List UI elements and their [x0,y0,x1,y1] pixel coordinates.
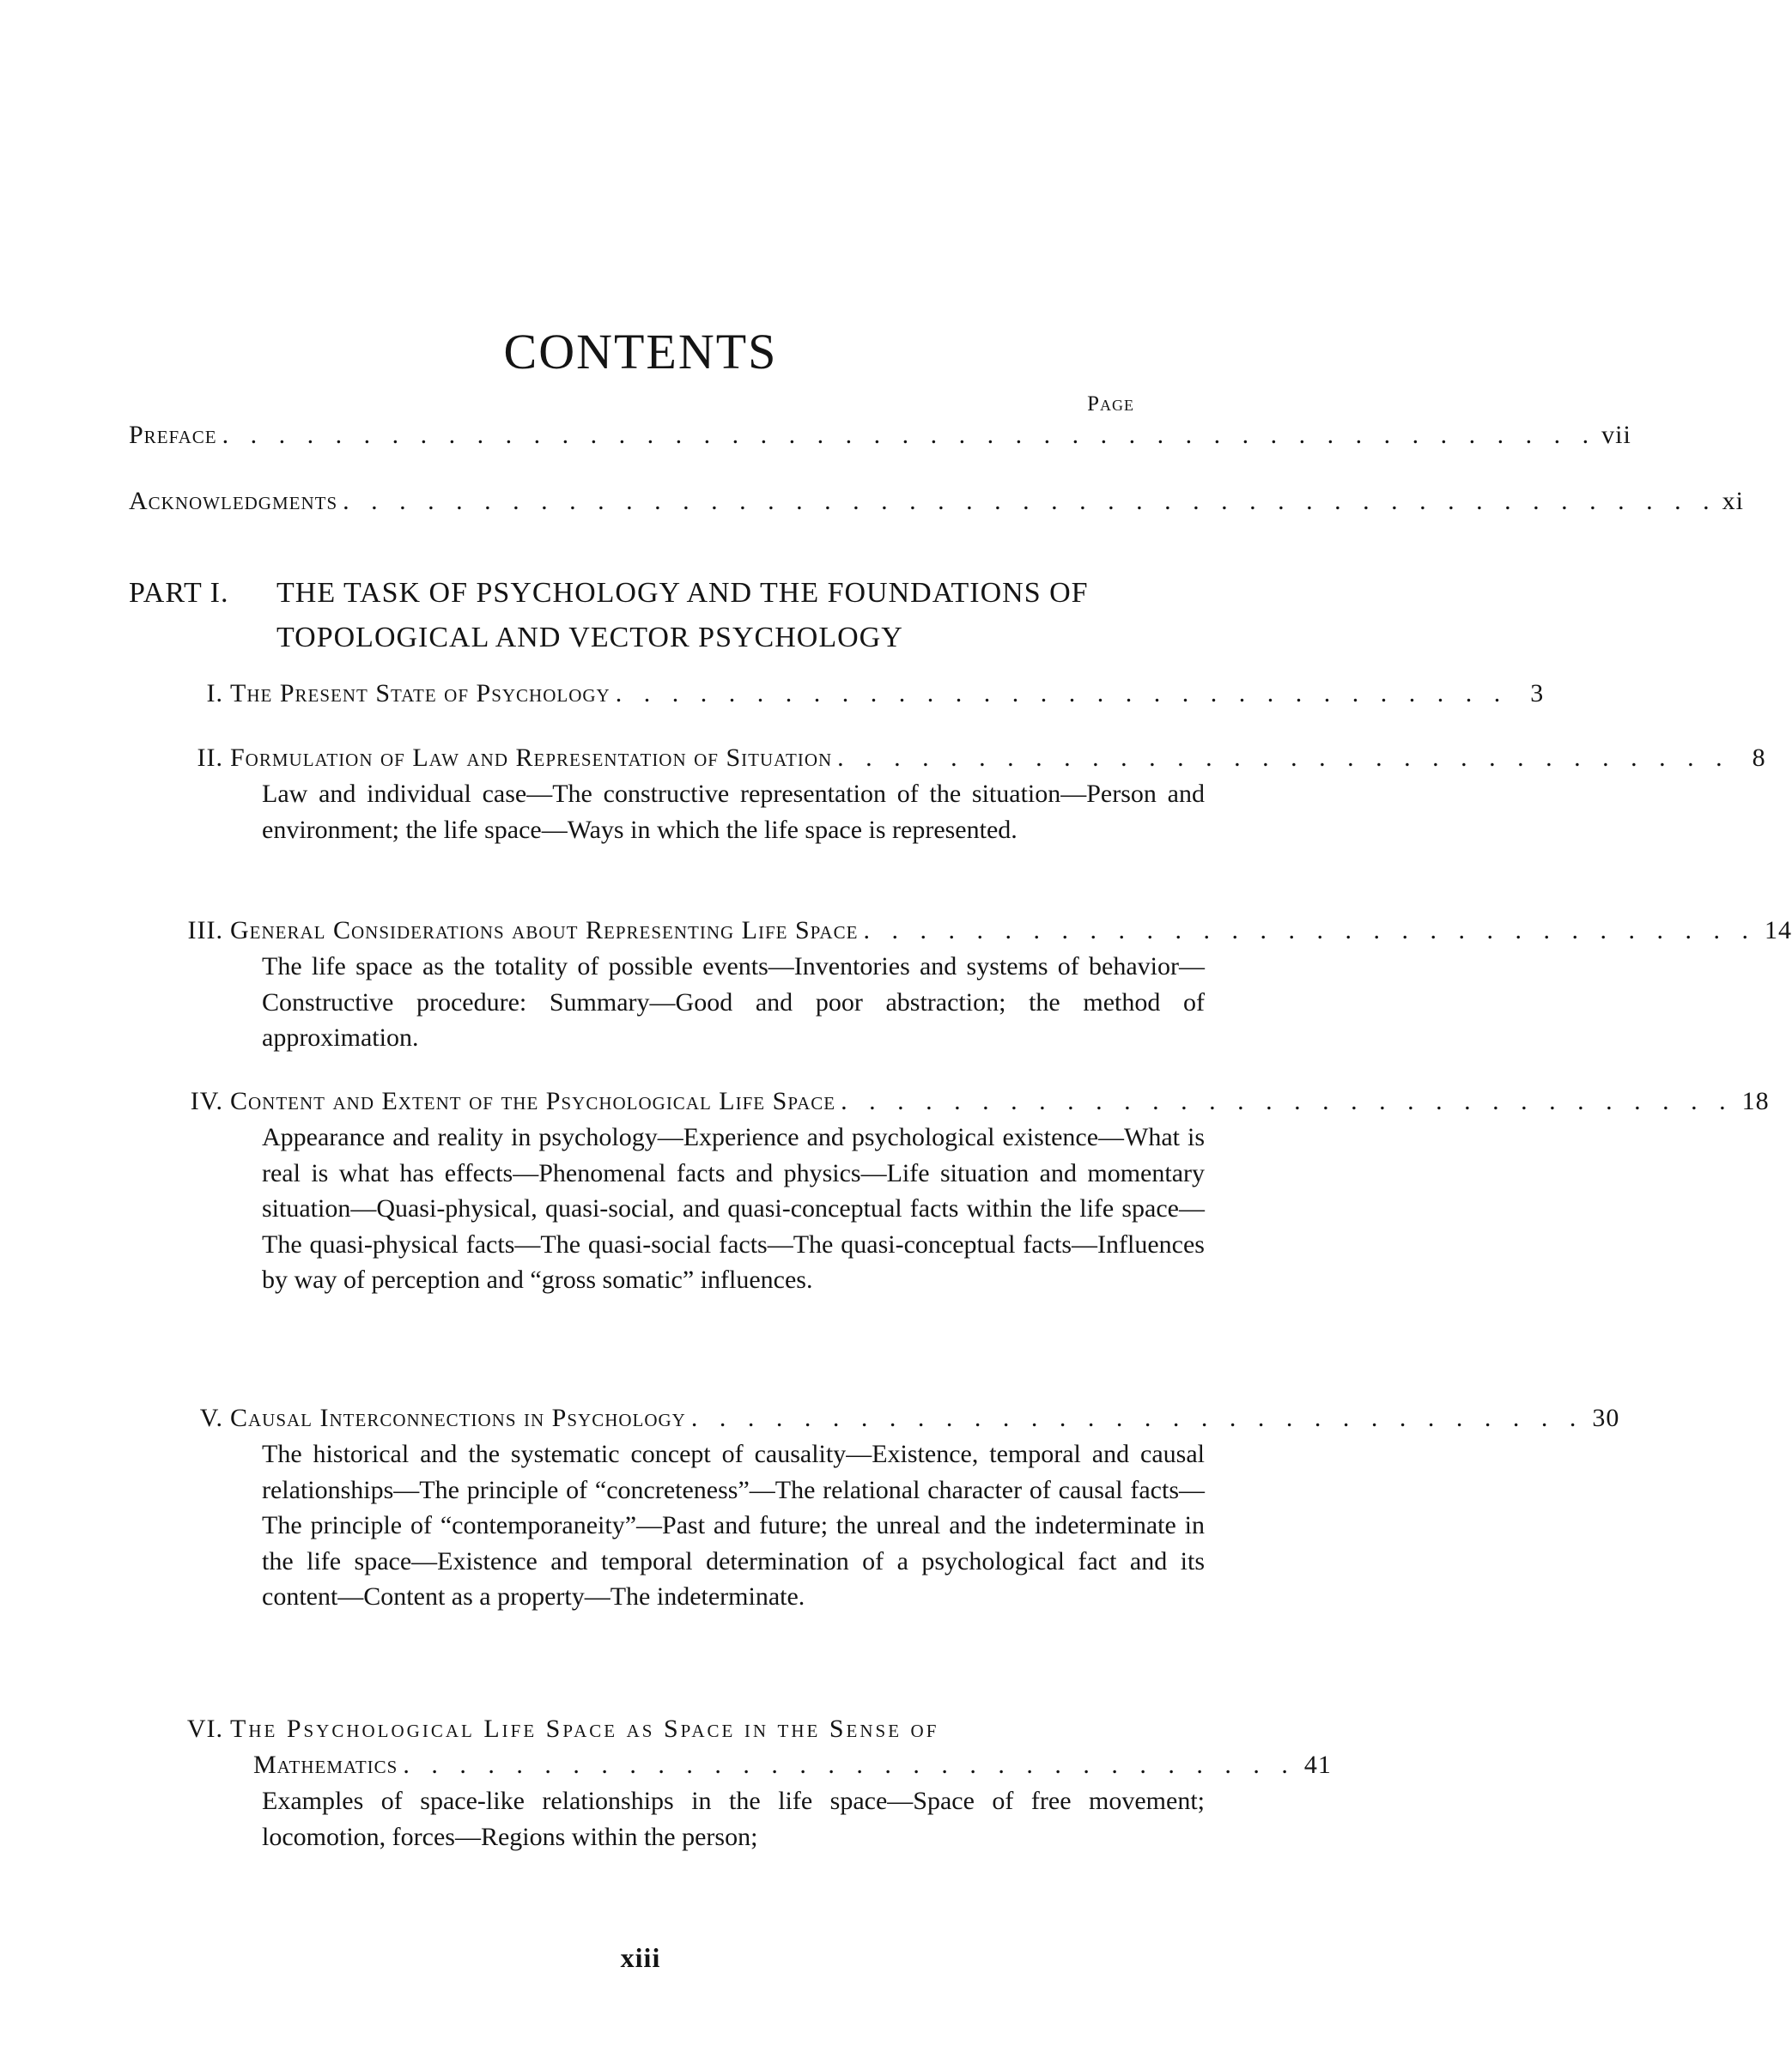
chapter-entry[interactable] [129,676,1545,712]
chapter-summary: Appearance and reality in psychology—Experience and psychological existence—What is real is what has effects—Phenomenal facts and physics—Life situation and momentary situation—Quasi-physical, quasi-social, and quasi-conceptual facts within the life space—The quasi-physical facts—The quasi-social facts—The quasi-conceptual facts—Influences by way of perception and “gross somatic” influences. [262,1123,1205,1294]
dot-leader: . . . . . . . . . . . . . . . . . . . . . . . . . . . . . . . . [837,744,1730,772]
dot-leader: . . . . . . . . . . . . . . . . . . . . . . . . . . . . . . . . [841,1087,1734,1115]
chapter-entry[interactable] [129,1084,1770,1298]
chapter-summary: The historical and the systematic concept of causality—Existence, temporal and causal relationships—The principle of “concreteness”—The relational character of causal facts—The principle of “contemporaneity”—Past and future; the unreal and the indeterminate in the life space—Existence and temporal determination of a psychological fact and its content—Content as a property—The indeterminate. [262,1440,1205,1611]
chapter-heading [129,1400,1620,1436]
chapter-summary: Law and individual case—The constructive representation of the situation—Person and environment; the life space—Ways in which the life space is represented. [262,780,1205,844]
chapter-number: IV. [190,1087,223,1115]
chapter-page: 18 [1741,1087,1770,1115]
chapter-page: 3 [1530,679,1545,707]
toc-entry-label: Acknowledgments [129,487,338,515]
toc-entry-acknowledgments[interactable] [129,483,1744,519]
chapter-page: 30 [1592,1404,1620,1432]
part-title: THE TASK OF PSYCHOLOGY AND THE FOUNDATIONS OF TOPOLOGICAL AND VECTOR PSYCHOLOGY [276,577,1089,653]
chapter-title-line-1: The Psychological Life Space as Space in the Sense of [230,1715,939,1743]
toc-entry-preface[interactable] [129,417,1631,453]
toc-entry-label: Preface [129,421,217,449]
chapter-title: Causal Interconnections in Psychology [230,1404,686,1432]
dot-leader: . . . . . . . . . . . . . . . . . . . . . . . . . . . . . . . . [615,679,1509,707]
dot-leader: . . . . . . . . . . . . . . . . . . . . . . . . . . . . . . . . [863,916,1756,944]
chapter-number: II. [197,744,223,772]
chapter-summary: Examples of space-like relationships in the life space—Space of free movement; locomotion, forces—Regions within the person; [262,1787,1205,1851]
chapter-number: VI. [186,1715,223,1743]
chapter-heading [129,1084,1770,1120]
toc-entry-page: xi [1722,487,1744,515]
dot-leader: . . . . . . . . . . . . . . . . . . . . . . . . . . . . . . . . . . . . . . . . . . . . . . . . . [222,421,1597,449]
page-title: CONTENTS [503,324,778,379]
chapter-entry[interactable] [129,740,1766,847]
chapter-title: General Considerations about Representing Life Space [230,916,859,944]
chapter-page: 8 [1752,744,1766,772]
page-column-heading: Page [1087,392,1134,416]
chapter-number: I. [206,679,223,707]
chapter-title: The Present State of Psychology [230,679,610,707]
chapter-title-line-2: Mathematics [253,1751,398,1779]
chapter-title: Content and Extent of the Psychological Life Space [230,1087,836,1115]
chapter-entry[interactable] [129,1400,1620,1615]
chapter-heading [129,913,1792,949]
chapter-heading [129,740,1766,776]
page-number: xiii [620,1942,661,1973]
chapter-entry[interactable] [129,913,1792,1056]
dot-leader: . . . . . . . . . . . . . . . . . . . . . . . . . . . . . . . . [690,1404,1584,1432]
chapter-entry[interactable] [129,1711,1332,1855]
chapter-page: 14 [1764,916,1792,944]
part-label: PART I. [129,577,229,609]
toc-entry-page: vii [1601,421,1631,449]
chapter-page: 41 [1303,1751,1332,1779]
chapter-heading [129,676,1545,712]
dot-leader: . . . . . . . . . . . . . . . . . . . . . . . . . . . . . . . . [403,1751,1296,1779]
chapter-number: V. [199,1404,223,1432]
chapter-title: Formulation of Law and Representation of Situation [230,744,833,772]
chapter-number: III. [187,916,223,944]
chapter-summary: The life space as the totality of possible events—Inventories and systems of behavior—Constructive procedure: Summary—Good and poor abstraction; the method of approximation. [262,952,1205,1052]
dot-leader: . . . . . . . . . . . . . . . . . . . . . . . . . . . . . . . . . . . . . . . . . . . . . . . . . [343,487,1717,515]
chapter-heading [129,1711,1332,1783]
